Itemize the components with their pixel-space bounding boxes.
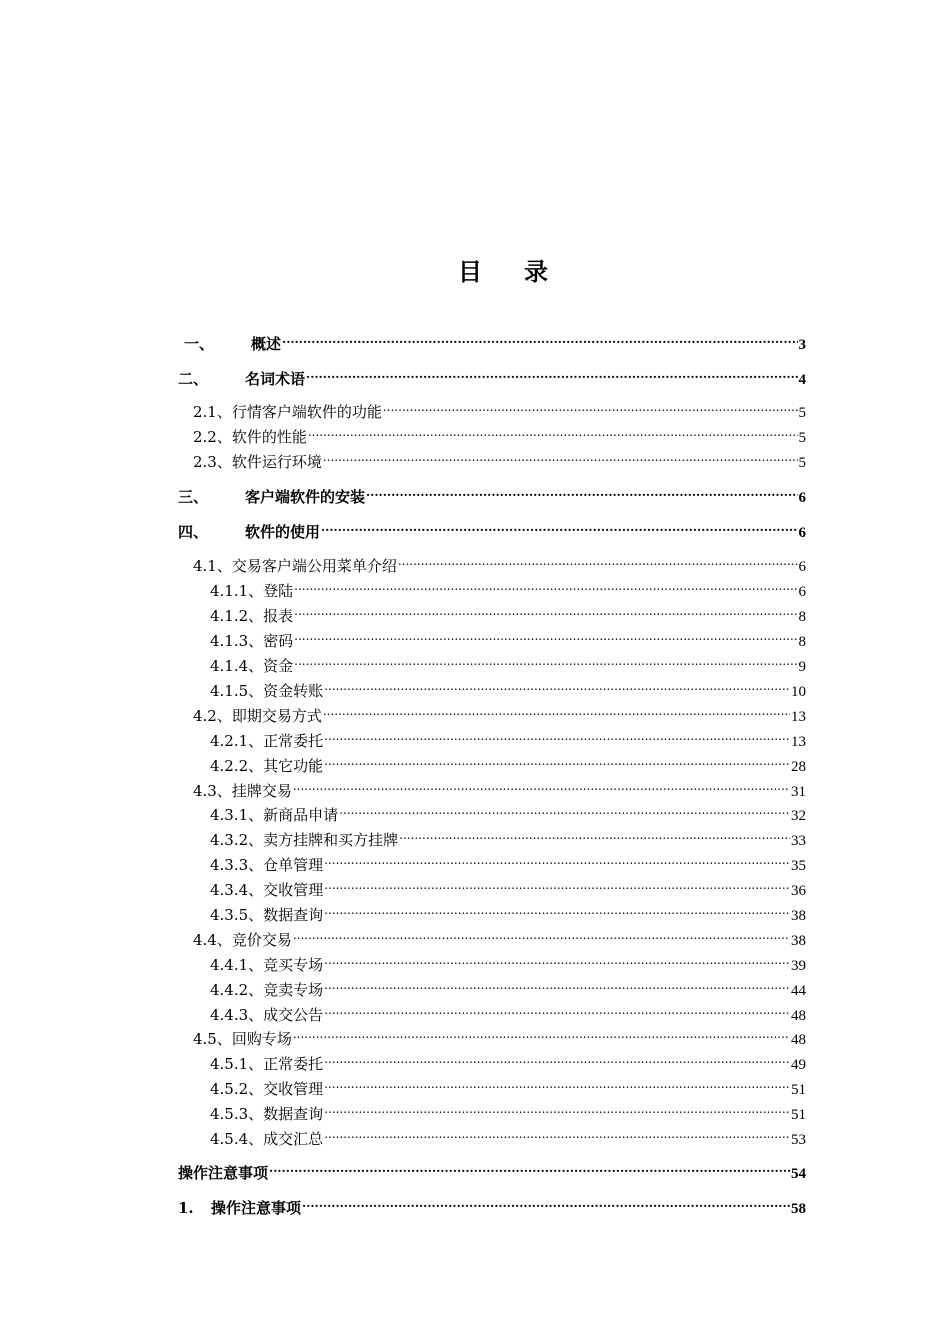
dot-leader xyxy=(324,674,790,696)
toc-entry-label: 4.1.4、资金 xyxy=(210,657,294,675)
toc-entry-label: 客户端软件的安装 xyxy=(245,488,366,506)
toc-entry[interactable] xyxy=(210,848,806,874)
toc-entry-page-number: 28 xyxy=(791,759,806,775)
toc-entry[interactable] xyxy=(210,749,806,775)
dot-leader xyxy=(383,395,798,417)
dot-leader xyxy=(294,599,797,621)
toc-entry[interactable] xyxy=(193,923,806,949)
dot-leader xyxy=(324,898,790,920)
toc-entry[interactable] xyxy=(210,1072,806,1098)
toc-entry-label: 4.5、回购专场 xyxy=(193,1030,292,1048)
toc-entry-label: 4.2、即期交易方式 xyxy=(193,707,322,725)
toc-entry[interactable] xyxy=(178,515,806,541)
dot-leader xyxy=(324,724,790,746)
toc-entry-label: 4.2.2、其它功能 xyxy=(210,757,324,775)
toc-entry-page-number: 13 xyxy=(791,709,806,725)
toc-entry[interactable] xyxy=(193,445,806,471)
toc-entry-page-number: 36 xyxy=(791,883,806,899)
dot-leader xyxy=(339,798,790,820)
toc-entry[interactable] xyxy=(178,327,806,353)
dot-leader xyxy=(324,1072,790,1094)
dot-leader xyxy=(294,574,797,596)
toc-entry-label: 名词术语 xyxy=(245,370,306,388)
toc-entry-page-number: 6 xyxy=(798,559,806,575)
toc-entry-label: 4.4.2、竞卖专场 xyxy=(210,981,324,999)
toc-entry-page-number: 8 xyxy=(798,609,806,625)
toc-entry[interactable] xyxy=(210,674,806,700)
toc-entry-page-number: 48 xyxy=(791,1032,806,1048)
toc-entry-page-number: 54 xyxy=(791,1166,806,1182)
toc-entry[interactable] xyxy=(193,420,806,446)
toc-entry-page-number: 13 xyxy=(791,734,806,750)
toc-entry[interactable] xyxy=(193,395,806,421)
toc-entry-page-number: 6 xyxy=(798,525,806,541)
toc-entry-page-number: 6 xyxy=(798,584,806,600)
toc-entry-label: 4.5.2、交收管理 xyxy=(210,1080,324,1098)
toc-entry[interactable] xyxy=(210,823,806,849)
toc-entry[interactable] xyxy=(178,480,806,506)
toc-entry-number: 1. xyxy=(178,1199,194,1217)
toc-entry-label: 2.1、行情客户端软件的功能 xyxy=(193,403,382,421)
toc-entry-number: 三、 xyxy=(178,488,209,506)
dot-leader xyxy=(324,848,790,870)
toc-entry-page-number: 38 xyxy=(791,933,806,949)
dot-leader xyxy=(293,774,790,796)
toc-entry[interactable] xyxy=(193,1022,806,1048)
toc-entry-label: 4.3.3、仓单管理 xyxy=(210,856,324,874)
toc-entry-page-number: 3 xyxy=(798,337,806,353)
toc-entry-label: 4.3.1、新商品申请 xyxy=(210,806,339,824)
toc-entry-label: 2.3、软件运行环境 xyxy=(193,453,322,471)
toc-entry[interactable] xyxy=(210,973,806,999)
toc-entry[interactable] xyxy=(210,948,806,974)
toc-entry-page-number: 5 xyxy=(798,430,806,446)
dot-leader xyxy=(282,327,797,349)
dot-leader xyxy=(294,649,797,671)
toc-entry[interactable] xyxy=(210,649,806,675)
toc-entry-page-number: 51 xyxy=(791,1107,806,1123)
dot-leader xyxy=(324,873,790,895)
toc-entry[interactable] xyxy=(178,1156,806,1182)
toc-entry-page-number: 44 xyxy=(791,983,806,999)
toc-entry-label: 4.5.4、成交汇总 xyxy=(210,1130,324,1148)
toc-entry-label: 4.5.3、数据查询 xyxy=(210,1105,324,1123)
toc-entry[interactable] xyxy=(210,798,806,824)
toc-entry[interactable] xyxy=(178,362,806,388)
toc-entry-page-number: 4 xyxy=(798,372,806,388)
toc-entry[interactable] xyxy=(210,1047,806,1073)
toc-entry[interactable] xyxy=(193,774,806,800)
toc-entry-label: 4.2.1、正常委托 xyxy=(210,732,324,750)
dot-leader xyxy=(269,1156,790,1178)
toc-entry-number: 二、 xyxy=(178,370,209,388)
toc-entry[interactable] xyxy=(210,998,806,1024)
dot-leader xyxy=(294,624,797,646)
toc-entry-page-number: 5 xyxy=(798,455,806,471)
toc-entry-page-number: 35 xyxy=(791,858,806,874)
dot-leader xyxy=(302,1191,790,1213)
toc-entry-page-number: 6 xyxy=(798,490,806,506)
dot-leader xyxy=(323,445,798,467)
toc-entry-page-number: 10 xyxy=(791,684,806,700)
toc-entry-label: 软件的使用 xyxy=(245,523,321,541)
toc-entry[interactable] xyxy=(210,873,806,899)
toc-entry-label: 4.1、交易客户端公用菜单介绍 xyxy=(193,557,397,575)
page-title-char-2: 录 xyxy=(524,257,550,286)
toc-entry-label: 操作注意事项 xyxy=(211,1199,302,1217)
toc-entry-page-number: 8 xyxy=(798,634,806,650)
dot-leader xyxy=(306,362,797,384)
toc-entry-label: 2.2、软件的性能 xyxy=(193,428,307,446)
dot-leader xyxy=(293,1022,790,1044)
toc-entry-page-number: 31 xyxy=(791,784,806,800)
dot-leader xyxy=(323,699,790,721)
page-title-char-1: 目 xyxy=(458,257,484,286)
toc-entry-page-number: 49 xyxy=(791,1057,806,1073)
toc-entry[interactable] xyxy=(193,549,806,575)
toc-entry-page-number: 48 xyxy=(791,1008,806,1024)
toc-entry-label: 4.3.5、数据查询 xyxy=(210,906,324,924)
dot-leader xyxy=(324,749,790,771)
toc-entry-label: 4.1.3、密码 xyxy=(210,632,294,650)
toc-entry-label: 4.1.1、登陆 xyxy=(210,582,294,600)
toc-entry-label: 4.5.1、正常委托 xyxy=(210,1055,324,1073)
toc-entry[interactable] xyxy=(178,1191,806,1217)
toc-entry-label: 4.1.2、报表 xyxy=(210,607,294,625)
toc-entry-label: 4.4.3、成交公告 xyxy=(210,1006,324,1024)
toc-entry-page-number: 38 xyxy=(791,908,806,924)
dot-leader xyxy=(398,549,798,571)
toc-entry-page-number: 51 xyxy=(791,1082,806,1098)
toc-entry-page-number: 9 xyxy=(798,659,806,675)
toc-entry[interactable] xyxy=(210,898,806,924)
toc-entry-page-number: 39 xyxy=(791,958,806,974)
toc-entry-label: 4.3、挂牌交易 xyxy=(193,782,292,800)
toc-entry-label: 概述 xyxy=(251,335,282,353)
toc-entry-page-number: 5 xyxy=(798,405,806,421)
dot-leader xyxy=(324,948,790,970)
toc-entry[interactable] xyxy=(210,624,806,650)
toc-entry-label: 操作注意事项 xyxy=(178,1164,269,1182)
toc-entry-label: 4.3.2、卖方挂牌和买方挂牌 xyxy=(210,831,399,849)
toc-entry[interactable] xyxy=(210,574,806,600)
toc-entry-label: 4.4.1、竞买专场 xyxy=(210,956,324,974)
toc-entry-page-number: 53 xyxy=(791,1132,806,1148)
toc-entry-page-number: 58 xyxy=(791,1201,806,1217)
dot-leader xyxy=(324,1097,790,1119)
toc-entry-label: 4.1.5、资金转账 xyxy=(210,682,324,700)
dot-leader xyxy=(399,823,790,845)
toc-entry[interactable] xyxy=(193,699,806,725)
dot-leader xyxy=(324,1047,790,1069)
dot-leader xyxy=(321,515,797,537)
toc-entry[interactable] xyxy=(210,1097,806,1123)
toc-entry-number: 四、 xyxy=(178,523,209,541)
toc-entry-label: 4.4、竞价交易 xyxy=(193,931,292,949)
toc-entry[interactable] xyxy=(210,1122,806,1148)
dot-leader xyxy=(324,998,790,1020)
dot-leader xyxy=(324,1122,790,1144)
toc-entry-number: 一、 xyxy=(184,335,215,353)
dot-leader xyxy=(366,480,797,502)
toc-entry-page-number: 32 xyxy=(791,808,806,824)
toc-entry[interactable] xyxy=(210,599,806,625)
toc-entry-label: 4.3.4、交收管理 xyxy=(210,881,324,899)
toc-entry[interactable] xyxy=(210,724,806,750)
dot-leader xyxy=(308,420,798,442)
dot-leader xyxy=(293,923,790,945)
toc-entry-page-number: 33 xyxy=(791,833,806,849)
dot-leader xyxy=(324,973,790,995)
